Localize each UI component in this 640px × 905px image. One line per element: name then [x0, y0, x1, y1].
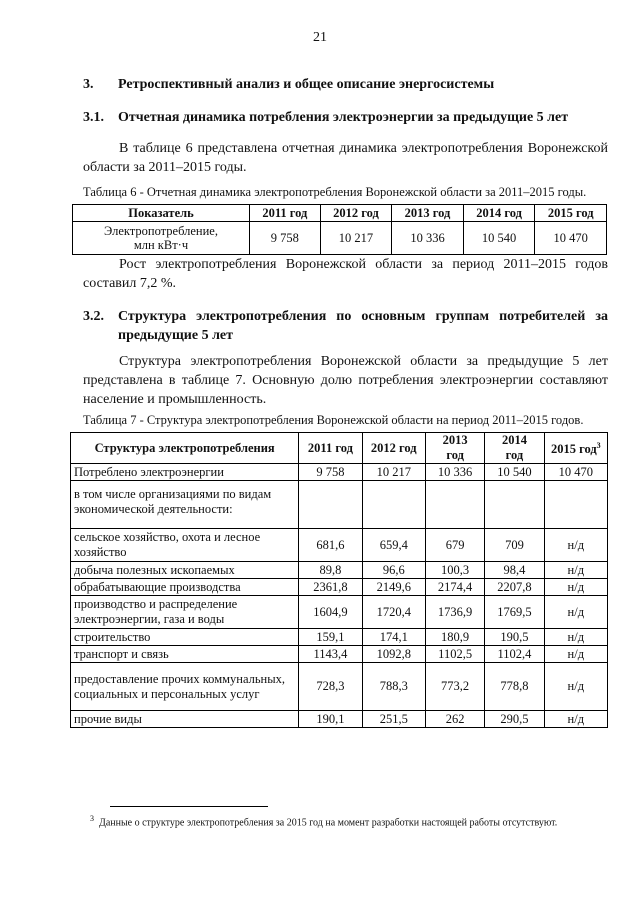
table7-row-name: строительство	[71, 629, 299, 646]
table7-cell: 659,4	[362, 529, 425, 562]
table7-header-2013-year: 2013	[442, 433, 468, 447]
table7-cell: 2207,8	[485, 579, 544, 596]
table7-header-2011: 2011 год	[299, 433, 362, 464]
table7-cell	[299, 481, 362, 529]
table7-cell: 290,5	[485, 711, 544, 728]
table-row	[71, 481, 608, 529]
table7-cell: 788,3	[362, 663, 425, 711]
table7-row-name: обрабатывающие производства	[71, 579, 299, 596]
table7-cell	[425, 481, 484, 529]
table7-cell: 773,2	[425, 663, 484, 711]
section-3-1-number: 3.1.	[83, 110, 104, 125]
table7-cell: 2149,6	[362, 579, 425, 596]
footnote-text: Данные о структуре электропотребления за 2015 год на момент разработки настоящей работы отсутствуют.	[99, 817, 558, 829]
table7-cell: н/д	[544, 711, 607, 728]
table7-cell: 10 470	[544, 464, 607, 481]
table7-cell: н/д	[544, 646, 607, 663]
table7-row-name: Потреблено электроэнергии	[71, 464, 299, 481]
section-3-2-number: 3.2.	[83, 309, 104, 324]
table7-cell: н/д	[544, 579, 607, 596]
table7-cell: н/д	[544, 596, 607, 629]
table7-header-structure: Структура электропотребления	[71, 433, 299, 464]
table7-cell: 1092,8	[362, 646, 425, 663]
table-row	[71, 629, 608, 646]
table7-row-name: транспорт и связь	[71, 646, 299, 663]
table7-cell: н/д	[544, 629, 607, 646]
table7-header-2013-word: год	[446, 448, 464, 462]
table7-cell: 100,3	[425, 562, 484, 579]
table7-row-name: сельское хозяйство, охота и лесное хозяйство	[71, 529, 299, 562]
table7-cell: 96,6	[362, 562, 425, 579]
table7-cell: 1102,5	[425, 646, 484, 663]
table7-cell: 1720,4	[362, 596, 425, 629]
table-row	[71, 646, 608, 663]
section-3-2-title-line2: предыдущие 5 лет	[118, 328, 234, 343]
table7-cell: 709	[485, 529, 544, 562]
table6-value-2012: 10 217	[320, 222, 392, 255]
table7-cell: 190,1	[299, 711, 362, 728]
table7-cell: 10 540	[485, 464, 544, 481]
table7-header-2012: 2012 год	[362, 433, 425, 464]
section-3-2-title-line1: Структура электропотребления по основным группам потребителей за	[118, 309, 608, 324]
table7-cell: 1143,4	[299, 646, 362, 663]
table6-value-2014: 10 540	[463, 222, 535, 255]
table6-value-2013: 10 336	[392, 222, 464, 255]
table-row	[71, 596, 608, 629]
table7-header-2014-word: год	[505, 448, 524, 462]
table7-cell: 89,8	[299, 562, 362, 579]
section-3-title: Ретроспективный анализ и общее описание энергосистемы	[118, 77, 495, 92]
table7-cell: 190,5	[485, 629, 544, 646]
table6-header-2012: 2012 год	[320, 205, 392, 222]
paragraph-table7-intro: Структура электропотребления Воронежской области за предыдущие 5 лет представлена в таблице 7. Основную долю потребления электроэнергии составляют население и промышленность.	[83, 354, 608, 407]
table6-row-label-line2: млн кВт·ч	[133, 238, 189, 252]
table6	[72, 204, 607, 255]
table7-cell	[544, 481, 607, 529]
table-row	[71, 711, 608, 728]
table7-cell: н/д	[544, 663, 607, 711]
table7-header-2014	[485, 433, 544, 464]
table7-cell: 159,1	[299, 629, 362, 646]
table7-cell: 9 758	[299, 464, 362, 481]
table7-cell: 679	[425, 529, 484, 562]
footnote	[90, 814, 557, 828]
footnote-mark: 3	[90, 814, 94, 823]
table6-value-2011: 9 758	[250, 222, 321, 255]
table7-cell: 778,8	[485, 663, 544, 711]
table6-row-label-line1: Электропотребление,	[104, 224, 218, 238]
section-3-number: 3.	[83, 77, 94, 92]
paragraph-table6-intro: В таблице 6 представлена отчетная динамика электропотребления Воронежской области за 2011–2015 годы.	[83, 141, 608, 175]
table7-cell: 1604,9	[299, 596, 362, 629]
table-row	[73, 222, 607, 255]
table7-header-row	[71, 433, 608, 464]
table-row	[71, 579, 608, 596]
table7-cell: 98,4	[485, 562, 544, 579]
table7-cell: 681,6	[299, 529, 362, 562]
table7-row-name: добыча полезных ископаемых	[71, 562, 299, 579]
table7-cell: 1736,9	[425, 596, 484, 629]
table7-cell: н/д	[544, 562, 607, 579]
table7-header-2015	[544, 433, 607, 464]
table-row	[71, 529, 608, 562]
footnote-divider	[110, 806, 268, 807]
section-3-1-title: Отчетная динамика потребления электроэнергии за предыдущие 5 лет	[118, 110, 569, 125]
table7-cell: 180,9	[425, 629, 484, 646]
table7-row-name: прочие виды	[71, 711, 299, 728]
table7	[70, 432, 608, 728]
table7-caption: Таблица 7 - Структура электропотребления Воронежской области на период 2011–2015 годов.	[83, 413, 584, 427]
table6-header-indicator: Показатель	[73, 205, 250, 222]
table7-cell: 174,1	[362, 629, 425, 646]
table7-cell	[362, 481, 425, 529]
table-row	[71, 663, 608, 711]
table6-caption: Таблица 6 - Отчетная динамика электропотребления Воронежской области за 2011–2015 годы.	[83, 185, 587, 199]
table7-cell: 2174,4	[425, 579, 484, 596]
table7-row-name: производство и распределение электроэнергии, газа и воды	[71, 596, 299, 629]
table7-row-name: предоставление прочих коммунальных, социальных и персональных услуг	[71, 663, 299, 711]
table7-cell: 10 217	[362, 464, 425, 481]
table6-header-2011: 2011 год	[250, 205, 321, 222]
table7-header-2015-label: 2015 год	[550, 442, 597, 457]
paragraph-growth: Рост электропотребления Воронежской области за период 2011–2015 годов составил 7,2 %.	[83, 257, 608, 291]
table7-cell: 1769,5	[485, 596, 544, 629]
table-row	[71, 562, 608, 579]
table6-header-2014: 2014 год	[463, 205, 535, 222]
table7-cell: 10 336	[425, 464, 484, 481]
table7-cell: 2361,8	[299, 579, 362, 596]
table7-cell: 262	[425, 711, 484, 728]
table7-cell: 251,5	[362, 711, 425, 728]
table6-value-2015: 10 470	[535, 222, 607, 255]
footnote-ref: 3	[596, 441, 601, 451]
table6-header-2015: 2015 год	[535, 205, 607, 222]
table7-cell: н/д	[544, 529, 607, 562]
table7-cell	[485, 481, 544, 529]
table7-cell: 728,3	[299, 663, 362, 711]
table6-header-row	[73, 205, 607, 222]
table6-header-2013: 2013 год	[392, 205, 464, 222]
table7-cell: 1102,4	[485, 646, 544, 663]
table6-row-label	[73, 222, 250, 255]
table7-row-name: в том числе организациями по видам экономической деятельности:	[71, 481, 299, 529]
table7-header-2013	[425, 433, 484, 464]
table7-header-2014-year: 2014	[501, 433, 527, 447]
page-number: 21	[313, 30, 327, 45]
table-row	[71, 464, 608, 481]
